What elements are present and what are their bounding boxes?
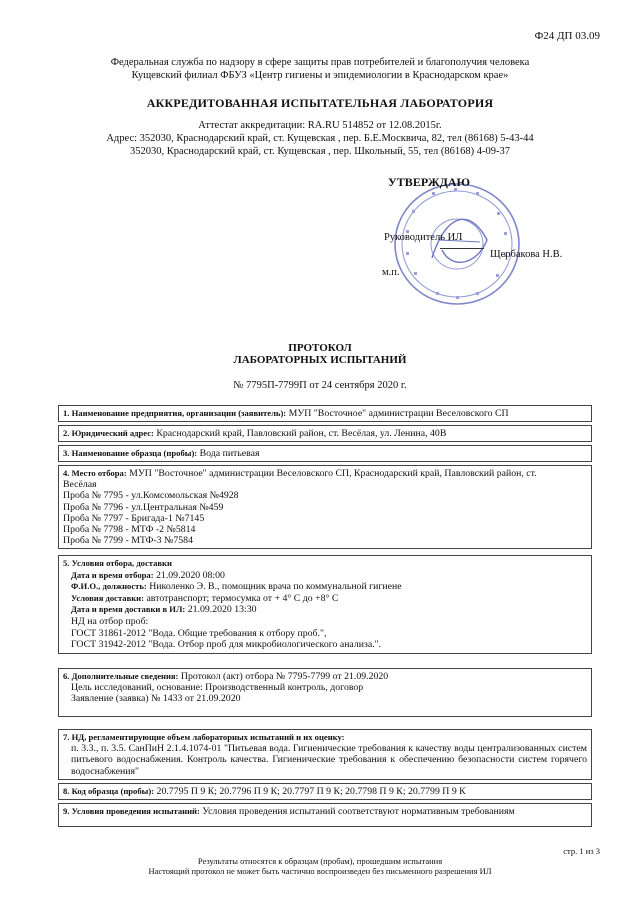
- section-6-label: 6. Дополнительные сведения:: [63, 671, 179, 681]
- sample-line: Проба № 7795 - ул.Комсомольская №4928: [63, 490, 239, 502]
- section-1-label: 1. Наименование предприятия, организации (заявитель):: [63, 408, 287, 418]
- sampling-date-label: Дата и время отбора:: [71, 569, 154, 580]
- fio-label: Ф.И.О., должность:: [71, 581, 147, 592]
- page-number: стр. 1 из 3: [563, 846, 600, 856]
- nd-line: ГОСТ 31942-2012 "Вода. Отбор проб для микробиологического анализа.".: [71, 639, 382, 651]
- section-1-value: МУП "Восточное" администрации Веселовского СП: [288, 408, 509, 419]
- section-4-value: МУП "Восточное" администрации Веселовского СП, Краснодарский край, Павловский район, ст.: [129, 468, 537, 479]
- footer-line-2: Настоящий протокол не может быть частично воспроизведен без письменного разрешения ИЛ: [148, 866, 492, 876]
- section-6-value: Протокол (акт) отбора № 7795-7799 от 21.09.2020: [180, 671, 389, 682]
- nd-line: ГОСТ 31861-2012 "Вода. Общие требования к отбору проб.",: [71, 627, 327, 639]
- delivery-date-value: 21.09.2020 13:30: [187, 604, 257, 616]
- sample-line: Проба № 7797 - Бригада-1 №7145: [63, 512, 205, 524]
- head-name: Щербакова Н.В.: [490, 249, 563, 260]
- section-6-line-3: Заявление (заявка) № 1433 от 21.09.2020: [71, 693, 241, 705]
- section-2-value: Краснодарский край, Павловский район, ст. Весёлая, ул. Ленина, 40В: [156, 428, 447, 439]
- section-sampling-conditions: [58, 555, 592, 654]
- protocol-number: № 7795П-7799П от 24 сентября 2020 г.: [233, 380, 407, 391]
- section-sampling-place: [58, 465, 592, 549]
- section-9-label: 9. Условия проведения испытаний:: [63, 806, 200, 816]
- approval-title: УТВЕРЖДАЮ: [388, 175, 471, 189]
- section-8-value: 20.7795 П 9 К; 20.7796 П 9 К; 20.7797 П 9 К; 20.7798 П 9 К; 20.7799 П 9 К: [156, 786, 466, 797]
- delivery-conditions-value: автотранспорт; термосумка от + 4° С до +8° С: [146, 592, 339, 604]
- address-line-2: 352030, Краснодарский край, ст. Кущевская , пер. Школьный, 55, тел (86168) 4-09-37: [129, 146, 511, 157]
- lab-title: АККРЕДИТОВАННАЯ ИСПЫТАТЕЛЬНАЯ ЛАБОРАТОРИЯ: [146, 96, 494, 110]
- section-4-label: 4. Место отбора:: [63, 468, 127, 478]
- nd-line: НД на отбор проб:: [71, 615, 149, 627]
- section-5-label: 5. Условия отбора, доставки: [63, 558, 172, 568]
- sample-line: Проба № 7799 - МТФ-3 №7584: [63, 535, 193, 547]
- section-8-label: 8. Код образца (пробы):: [63, 786, 155, 796]
- document-code: Ф24 ДП 03.09: [534, 30, 600, 42]
- protocol-title-2: ЛАБОРАТОРНЫХ ИСПЫТАНИЙ: [233, 354, 407, 366]
- accreditation-line: Аттестат аккредитации: RA.RU 514852 от 12.08.2015г.: [198, 120, 442, 131]
- organization-header: [0, 56, 640, 82]
- section-sample-name: [58, 445, 592, 462]
- section-sample-code: [58, 783, 592, 800]
- section-3-value: Вода питьевая: [199, 448, 260, 459]
- section-test-conditions: [58, 803, 592, 827]
- header-line-1: Федеральная служба по надзору в сфере защиты прав потребителей и благополучия человека: [110, 57, 530, 68]
- section-legal-address: [58, 425, 592, 442]
- section-additional-info: [58, 668, 592, 717]
- signature-line: [440, 248, 484, 249]
- protocol-title-1: ПРОТОКОЛ: [288, 342, 352, 354]
- sample-line: Проба № 7798 - МТФ -2 №5814: [63, 524, 196, 536]
- section-3-label: 3. Наименование образца (пробы):: [63, 448, 198, 458]
- sampling-date-value: 21.09.2020 08:00: [156, 569, 225, 581]
- section-regulations: [58, 729, 592, 780]
- seal-stamp-icon: [392, 180, 522, 308]
- head-label: Руководитель ИЛ: [384, 232, 463, 243]
- section-4-value-2: Весёлая: [63, 479, 97, 491]
- sample-line: Проба № 7796 - ул.Центральная №459: [63, 501, 224, 513]
- section-7-text: п. 3.3., п. 3.5. СанПиН 2.1.4.1074-01 "Питьевая вода. Гигиенические требования к качеству воды централизованных систем питьевого водоснабжения. Контроль качества. Гигиенические требования к обеспечению безопасности систем горячего водоснабжения": [71, 743, 587, 777]
- fio-value: Николенко Э. В., помощник врача по коммунальной гигиене: [149, 581, 402, 593]
- address-line-1: Адрес: 352030, Краснодарский край, ст. Кущевская , пер. Б.Е.Москвича, 82, тел (86168) 5-43-44: [106, 133, 534, 144]
- delivery-conditions-label: Условия доставки:: [71, 592, 144, 603]
- protocol-title: [0, 342, 640, 366]
- seal-place-label: м.п.: [382, 267, 400, 278]
- section-applicant: [58, 405, 592, 422]
- delivery-date-label: Дата и время доставки в ИЛ:: [71, 604, 186, 615]
- accreditation-block: [0, 119, 640, 158]
- section-7-label: 7. НД, регламентирующие объем лабораторных испытаний и их оценку:: [63, 732, 345, 742]
- section-2-label: 2. Юридический адрес:: [63, 428, 154, 438]
- header-line-2: Кущевский филиал ФБУЗ «Центр гигиены и эпидемиологии в Краснодарском крае»: [131, 70, 509, 81]
- section-9-value: Условия проведения испытаний соответствуют нормативным требованиям: [202, 806, 515, 817]
- section-6-line-2: Цель исследований, основание: Производственный контроль, договор: [71, 682, 364, 694]
- footer-line-1: Результаты относятся к образцам (пробам), прошедшим испытания: [197, 856, 443, 866]
- footer: [0, 856, 640, 876]
